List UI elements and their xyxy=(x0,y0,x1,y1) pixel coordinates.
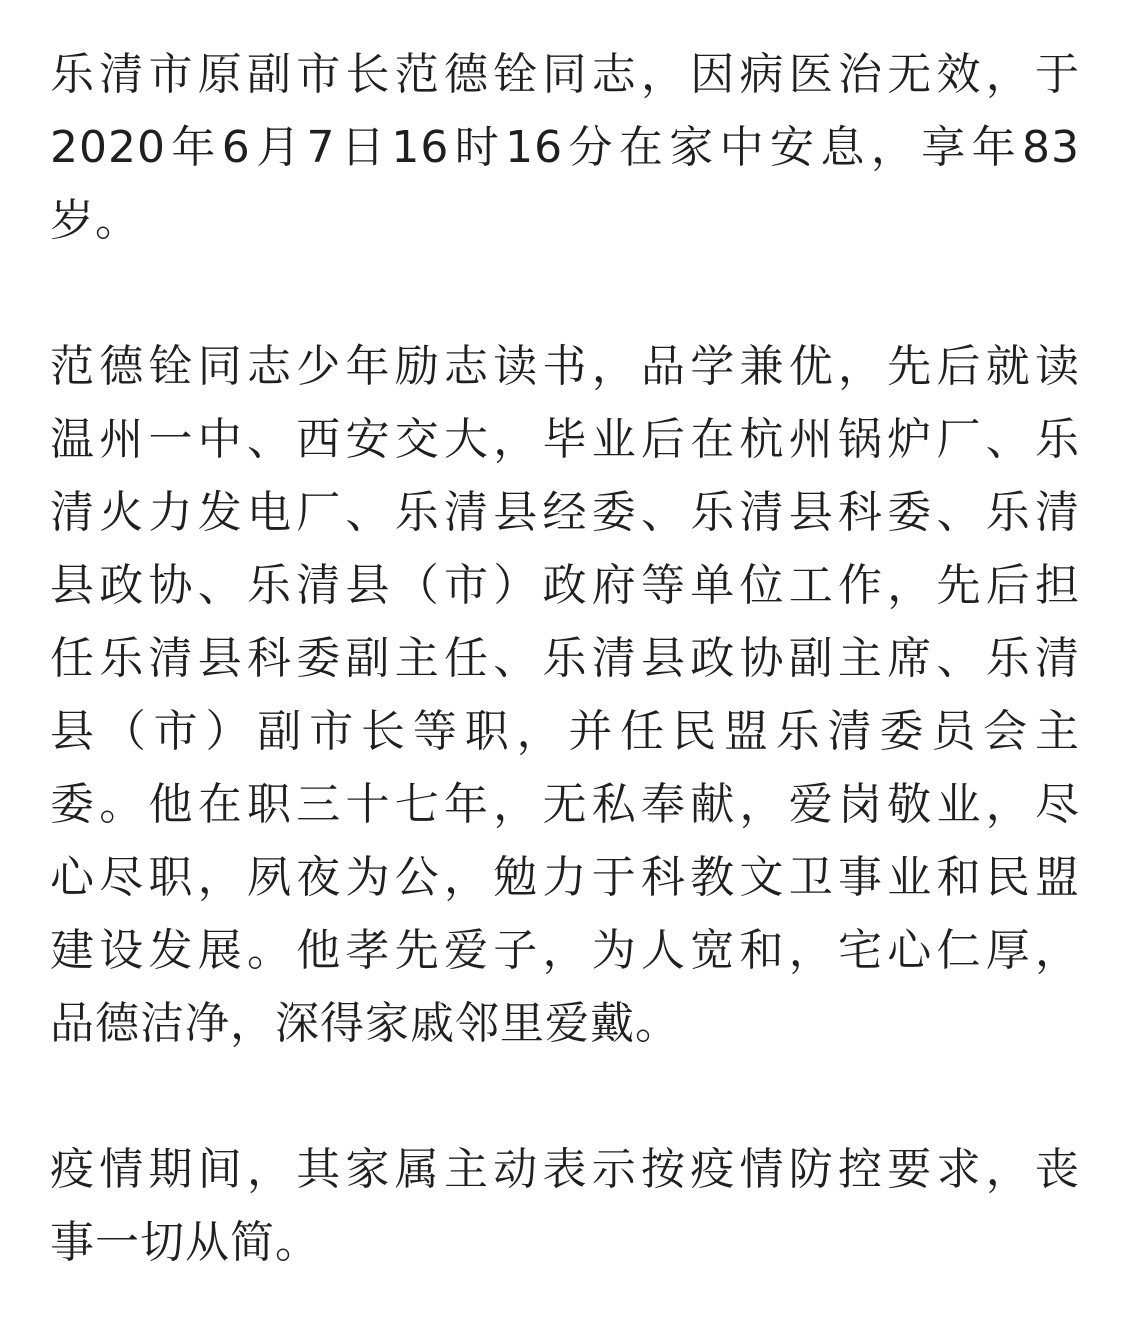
paragraph-spacer xyxy=(50,1060,1080,1133)
paragraph-biography xyxy=(50,330,1080,1060)
text-line: 品德洁净，深得家戚邻里爱戴。 xyxy=(50,998,680,1049)
text-line: 2020年6月7日16时16分在家中安息，享年83 xyxy=(50,122,1080,173)
text-line: 建设发展。他孝先爱子，为人宽和，宅心仁厚， xyxy=(50,925,1080,976)
text-line: 任乐清县科委副主任、乐清县政协副主席、乐清 xyxy=(50,633,1080,684)
text-line: 疫情期间，其家属主动表示按疫情防控要求，丧 xyxy=(50,1144,1080,1195)
paragraph-funeral-arrangements xyxy=(50,1133,1080,1279)
text-line: 范德铨同志少年励志读书，品学兼优，先后就读 xyxy=(50,341,1080,392)
text-line: 县政协、乐清县（市）政府等单位工作，先后担 xyxy=(50,560,1080,611)
paragraph-death-notice xyxy=(50,38,1080,257)
paragraph-spacer xyxy=(50,257,1080,330)
text-line: 县（市）副市长等职，并任民盟乐清委员会主 xyxy=(50,706,1080,757)
text-line: 委。他在职三十七年，无私奉献，爱岗敬业，尽 xyxy=(50,779,1080,830)
obituary-article xyxy=(50,38,1080,1279)
text-line: 岁。 xyxy=(50,195,140,246)
text-line: 事一切从简。 xyxy=(50,1217,320,1268)
text-line: 清火力发电厂、乐清县经委、乐清县科委、乐清 xyxy=(50,487,1080,538)
text-line: 温州一中、西安交大，毕业后在杭州锅炉厂、乐 xyxy=(50,414,1080,465)
text-line: 心尽职，夙夜为公，勉力于科教文卫事业和民盟 xyxy=(50,852,1080,903)
text-line: 乐清市原副市长范德铨同志，因病医治无效，于 xyxy=(50,49,1080,100)
